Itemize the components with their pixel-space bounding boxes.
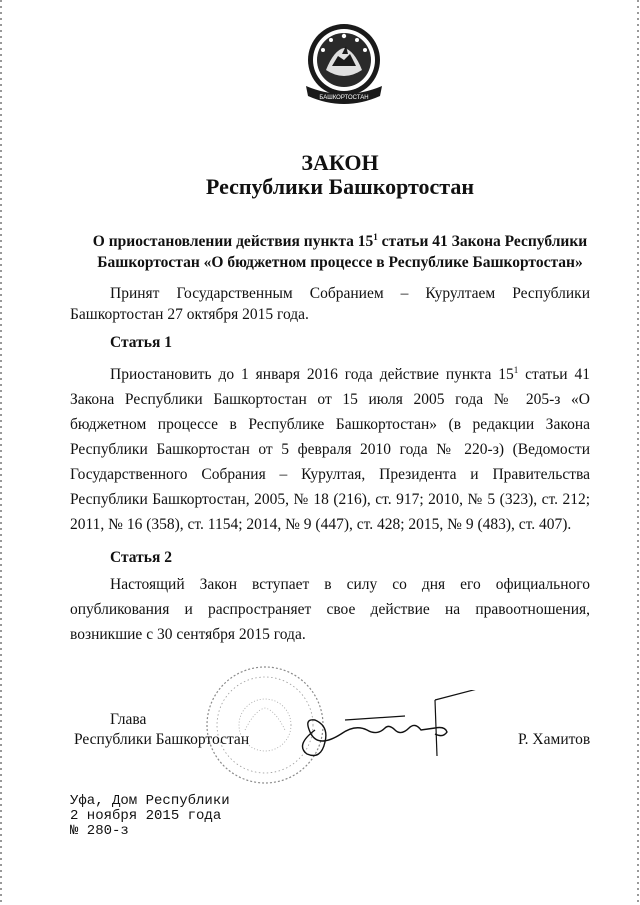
article-1-part1: Приостановить до 1 января 2016 года действие пункта 15 <box>110 366 514 384</box>
article-1-part2: статьи 41 Закона Республики Башкортостан от 15 июля 2005 года № 205-з «О бюджетном процессе в Республике Башкортостан» (в редакции Закона Республики Башкортостан от 5 февраля 2010 года № 220-з) (Ведомости Государственного Собрания – Курултая, Президента и Правительства Республики Башкортостан, 2005, № 18 (216), ст. 917; 2010, № 5 (323), ст. 212; 2011, № 16 (358), ст. 1154; 2014, № 9 (447), ст. 428; 2015, № 9 (483), ст. 407). <box>70 366 590 534</box>
page-title: ЗАКОН <box>301 150 379 175</box>
footer-number: № 280-з <box>70 823 129 839</box>
article-1-sup: 1 <box>513 365 519 375</box>
adoption-statement: Принят Государственным Собранием – Курултаем Республики Башкортостан 27 октября 2015 года. <box>70 285 590 323</box>
page-subtitle: Республики Башкортостан <box>205 174 475 199</box>
article-2-body: Настоящий Закон вступает в силу со дня его официального опубликования и распространяет свое действие на правоотношения, возникшие с 30 сентября 2015 года. <box>70 576 590 643</box>
article-2-heading: Статья 2 <box>110 549 172 566</box>
article-1-heading: Статья 1 <box>110 334 172 351</box>
law-name-part1: О приостановлении действия пункта 15 <box>92 233 374 251</box>
signatory-name: Р. Хамитов <box>518 731 591 748</box>
signatory-title-line1: Глава <box>110 711 147 728</box>
coat-of-arms-icon <box>298 20 390 112</box>
law-name <box>80 227 600 273</box>
scan-edge-right <box>637 0 639 905</box>
emblem-ribbon-text: БАШКОРТОСТАН <box>319 95 369 101</box>
scan-edge-left <box>0 0 2 905</box>
footer-date: 2 ноября 2015 года <box>70 808 222 824</box>
signatory-title-line2: Республики Башкортостан <box>74 731 250 748</box>
law-name-part2: статьи 41 Закона Республики Башкортостан «О бюджетном процессе в Республике Башкортостан» <box>97 233 588 272</box>
signature-icon <box>285 690 485 760</box>
law-name-sup: 1 <box>373 232 378 242</box>
article-1-body <box>70 358 590 537</box>
footer-place: Уфа, Дом Республики <box>70 793 230 809</box>
